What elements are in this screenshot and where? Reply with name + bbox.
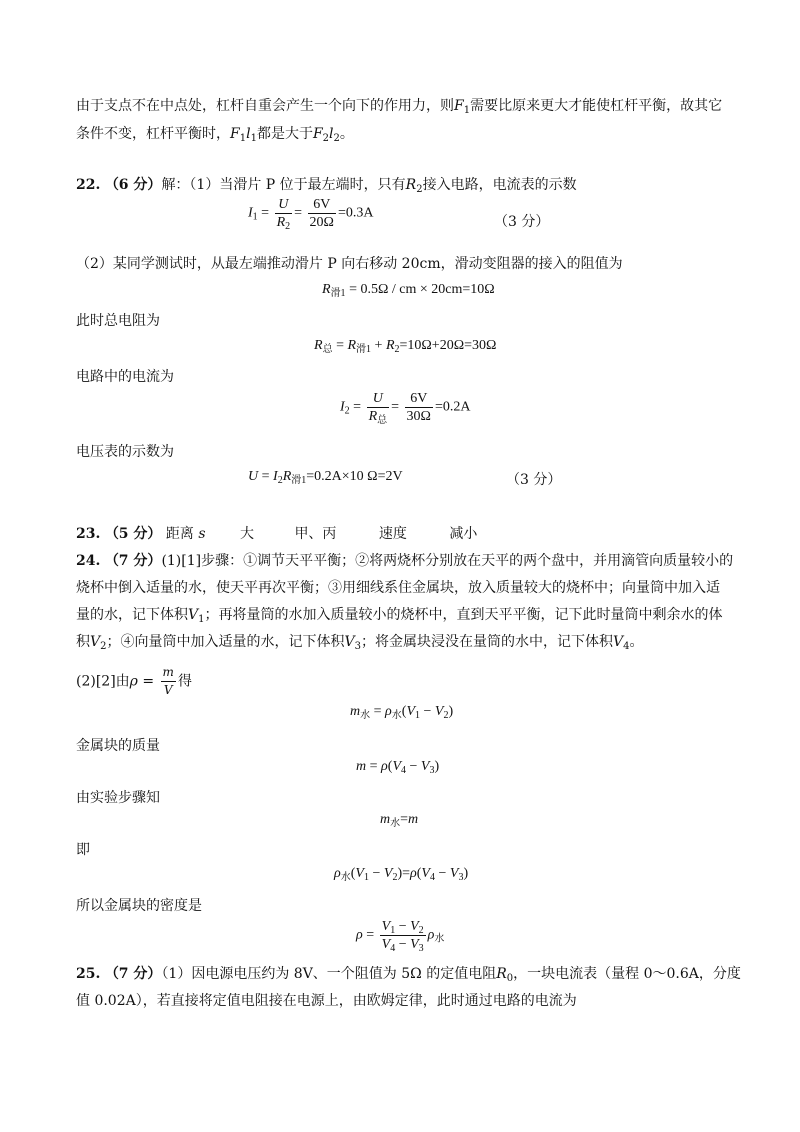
symbol: F	[454, 98, 464, 114]
q24-line2: 烧杯中倒入适量的水，使天平再次平衡；③用细线系住金属块，放入质量较大的烧杯中；向量筒中加入适	[76, 580, 720, 596]
question-number: 22.	[76, 177, 101, 193]
label-current: 电路中的电流为	[76, 369, 174, 385]
para1-line1: 由于支点不在中点处，杠杆自重会产生一个向下的作用力，则$F_1$需要比原来更大才能使杠杆平衡，故其它	[76, 98, 723, 116]
answer: 减小	[449, 526, 478, 542]
label-metal-mass: 金属块的质量	[76, 738, 160, 754]
label-total-resistance: 此时总电阻为	[76, 313, 160, 329]
answer: 速度	[378, 526, 407, 542]
q22-heading: 22. （6 分）解：（1）当滑片 P 位于最左端时，只有$R_2$接入电路，电流表的示数	[76, 177, 577, 195]
text: 由于支点不在中点处，杠杆自重会产生一个向下的作用力，则	[76, 98, 454, 114]
q25-line1: 25. （7 分）（1）因电源电压约为 8V、一个阻值为 5Ω 的定值电阻$R_0$，一块电流表（量程 0～0.6A，分度	[76, 966, 741, 984]
text: 。	[339, 126, 354, 142]
q22-eq2: $R_{滑1} = 0.5\Omega$ / cm × 20cm=10Ω	[322, 282, 495, 299]
score-mark: （3 分）	[494, 214, 550, 230]
question-points: （6 分）	[104, 177, 162, 193]
fraction: $\frac{U}{R_总}$	[368, 391, 388, 426]
fraction: $\frac{U}{R_2}$	[276, 197, 291, 232]
question-points: （5 分）	[104, 526, 162, 542]
text: 接入电路，电流表的示数	[422, 177, 577, 193]
q22-eq3: $R_总 = R_{滑1} + R_2=10\Omega+20\Omega=30\Omega$	[314, 338, 497, 355]
fraction: $\frac{m}{V}$	[162, 665, 174, 697]
q24-line4: 积$V_2$；④向量筒中加入适量的水，记下体积$V_3$；将金属块浸没在量筒的水中，记下体积$V_4$。	[76, 634, 644, 652]
question-number: 23.	[76, 526, 101, 542]
text: (1)[1]步骤：①调节天平平衡；②将两烧杯分别放在天平的两个盘中，并用滴管向质量较小的	[161, 553, 734, 569]
eq-equality: $\rho_水(V_1 - V_2)=\rho(V_4 - V_3)$	[334, 866, 469, 883]
eq-mass-equal: $m_水=m$	[380, 812, 419, 829]
q22-eq1: $I_1$ = $\frac{U}{R_2}$ = $\frac{6V}{20\Omega}$ =0.3A	[248, 197, 374, 232]
q23-line: 23. （5 分） 距离 s 大 甲、丙 速度 减小	[76, 526, 478, 542]
question-points: （7 分）	[104, 553, 162, 569]
eq-density: ρ = $\frac{V_1 - V_2}{V_4 - V_3}$ $\rho_水$	[356, 919, 445, 954]
answer: 距离	[165, 526, 194, 542]
q25-line2: 值 0.02A），若直接将定值电阻接在电源上，由欧姆定律，此时通过电路的电流为	[76, 993, 577, 1009]
fraction: $\frac{V_1 - V_2}{V_4 - V_3}$	[381, 919, 424, 954]
eq-metal-mass: $m = \rho(V_4 - V_3)$	[356, 759, 440, 776]
label-voltage: 电压表的示数为	[76, 444, 174, 460]
fraction: $\frac{6V}{20\Omega}$	[309, 197, 334, 230]
answer: 甲、丙	[294, 526, 337, 542]
q22-eq4: $I_2$ = $\frac{U}{R_总}$ = $\frac{6V}{30\Omega}$ =0.2A	[340, 391, 471, 426]
score-mark: （3 分）	[506, 472, 562, 488]
q22-eq5: $U = I_2R_{滑1}=0.2A\times 10$ Ω=2V	[248, 469, 403, 486]
text: 解：（1）当滑片 P 位于最左端时，只有	[161, 177, 406, 193]
para1-line2: 条件不变，杠杆平衡时，$F_1l_1$都是大于$F_2l_2$。	[76, 126, 354, 144]
text: 条件不变，杠杆平衡时，	[76, 126, 230, 142]
text: 需要比原来更大才能使杠杆平衡，故其它	[470, 98, 723, 114]
answer: 大	[239, 526, 254, 542]
label-density: 所以金属块的密度是	[76, 898, 202, 914]
question-number: 24.	[76, 553, 101, 569]
q22-part2: （2）某同学测试时，从最左端推动滑片 P 向右移动 20cm，滑动变阻器的接入的阻值为	[76, 256, 623, 272]
label-ji: 即	[76, 842, 90, 858]
q24-line3: 量的水，记下体积$V_1$；再将量筒的水加入质量较小的烧杯中，直到天平平衡，记下此时量筒中剩余水的体	[76, 607, 723, 625]
label-steps: 由实验步骤知	[76, 790, 160, 806]
question-number: 25.	[76, 966, 101, 982]
question-points: （7 分）	[104, 966, 162, 982]
text: 都是大于	[256, 126, 313, 142]
q24-line1	[76, 551, 733, 571]
fraction: $\frac{6V}{30\Omega}$	[406, 391, 431, 424]
q24-part2: (2)[2]由ρ = $\frac{m}{V}$ 得	[76, 665, 192, 697]
eq-water-mass: $m_水 = \rho_水(V_1 - V_2)$	[350, 704, 454, 721]
